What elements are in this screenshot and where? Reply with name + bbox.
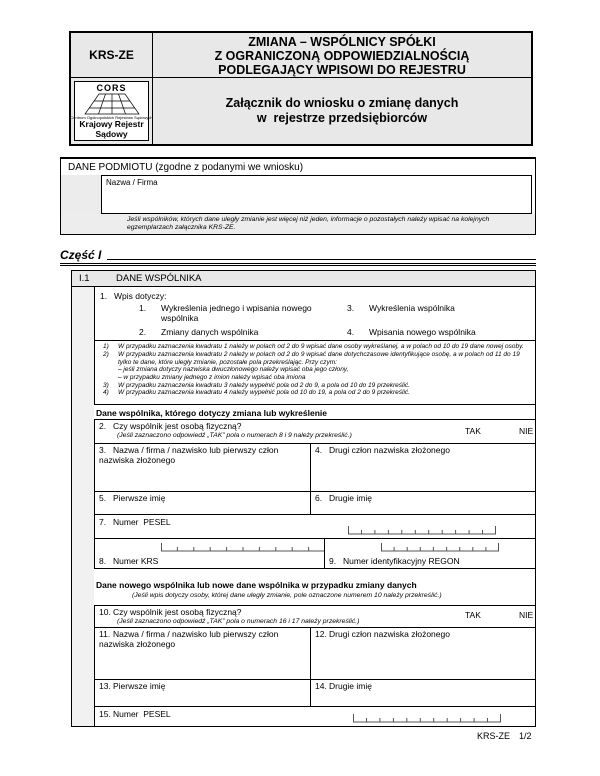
logo-cell xyxy=(71,78,152,144)
field2-note: (Jeśli zaznaczono odpowiedź „TAK” pola o numerach 8 i 9 należy przekreślić.) xyxy=(117,431,352,439)
field12-number: 12. xyxy=(315,629,327,640)
field1-label: Wpis dotyczy: xyxy=(114,291,167,302)
footer-form-code: KRS-ZE xyxy=(477,731,511,741)
field9-input[interactable] xyxy=(324,539,535,568)
footnote-4-text: W przypadku zaznaczenia kwadratu 4 należy wypełnić pola od 10 do 19, a pola od 2 do 9 przekreślić. xyxy=(118,389,410,397)
field8-number: 8. xyxy=(99,556,107,567)
field13-label: Pierwsze imię xyxy=(113,681,166,692)
section-i1-header xyxy=(72,271,535,287)
field4-label: Drugi człon nazwiska złożonego xyxy=(329,445,450,456)
entity-note: Jeśli wspólników, których dane uległy zmianie jest więcej niż jeden, informacje o pozostałych należy wpisać na kolejnych egzemplarzach załącznika KRS-ZE. xyxy=(61,214,535,234)
regon-comb-field xyxy=(381,542,499,552)
field8-input[interactable] xyxy=(95,539,324,568)
field4-number: 4. xyxy=(315,445,323,456)
cors-grid-icon xyxy=(83,93,141,115)
field6-input[interactable] xyxy=(310,492,535,514)
field8-9-row xyxy=(95,538,535,568)
footnote-2-sub1: – jeśli zmiana dotyczy nazwiska dwuczłonowego należy wpisać oba jego człony, xyxy=(118,366,349,374)
current-partner-header: Dane wspólnika, którego dotyczy zmiana lub wykreślenie xyxy=(96,408,327,419)
option-1-label: Wykreślenia jednego i wpisania nowego wspólnika xyxy=(161,303,312,323)
form-code: KRS-ZE xyxy=(71,33,152,78)
entity-section-title: DANE PODMIOTU (zgodne z podanymi we wniosku) xyxy=(68,162,304,173)
form-header-right xyxy=(153,33,531,144)
field2-yes-option[interactable]: TAK xyxy=(465,426,481,437)
form-title-line2: Z OGRANICZONĄ ODPOWIEDZIALNOŚCIĄ xyxy=(214,49,470,63)
field14-number: 14. xyxy=(315,681,327,692)
footnote-3-number: 3) xyxy=(103,381,109,389)
field5-number: 5. xyxy=(99,493,107,504)
option-3-number: 3. xyxy=(347,303,355,314)
form-header xyxy=(69,31,533,146)
footnote-2-text: W przypadku zaznaczenia kwadratu 2 należy w polach od 2 do 9 wpisać dane dotychczasowe identyfikujące osobę, a w polach od 11 do 19 tylko te dane, które uległy zmianie, pozostałe pola przekreślając. Przy czym: xyxy=(118,350,520,366)
field11-12-row xyxy=(95,627,535,679)
field15-label: Numer PESEL xyxy=(113,709,171,720)
section-i1 xyxy=(71,270,536,727)
field2-no-option[interactable]: NIE xyxy=(519,426,534,437)
footnote-3 xyxy=(103,382,529,390)
form-title-line3: PODLEGAJĄCY WPISOWI DO REJESTRU xyxy=(218,63,466,77)
field11-number: 11. xyxy=(99,629,111,640)
field8-label-row xyxy=(99,556,158,566)
cors-logo-text: CORS xyxy=(96,83,127,93)
field2-row xyxy=(95,420,535,443)
field14-input[interactable] xyxy=(310,680,535,706)
field14-label: Drugie imię xyxy=(329,681,372,692)
entity-name-field[interactable] xyxy=(101,175,532,214)
field5-6-row xyxy=(95,491,535,514)
part1-heading xyxy=(60,248,536,262)
option-4-number: 4. xyxy=(347,327,355,338)
new-partner-header-block xyxy=(94,569,535,605)
field9-number: 9. xyxy=(329,556,337,567)
field2-number: 2. xyxy=(99,421,107,432)
new-partner-note: (Jeśli wpis dotyczy osoby, której dane uległy zmianie, pole oznaczone numerem 10 należy przekreślić.) xyxy=(132,592,442,600)
field9-label: Numer identyfikacyjny REGON xyxy=(343,556,460,567)
option-4-label: Wpisania nowego wspólnika xyxy=(369,327,476,338)
field8-label: Numer KRS xyxy=(113,556,159,567)
field7-label: Numer PESEL xyxy=(113,517,171,528)
field6-number: 6. xyxy=(315,493,323,504)
option-2-label: Zmiany danych wspólnika xyxy=(161,327,259,338)
footnote-1-number: 1) xyxy=(103,343,109,351)
field13-14-row xyxy=(95,679,535,706)
new-partner-header: Dane nowego wspólnika lub nowe dane wspólnika w przypadku zmiany danych xyxy=(96,580,417,591)
field1-label-row xyxy=(95,287,535,301)
krs-comb-field xyxy=(161,542,325,552)
field15-number: 15. xyxy=(99,709,111,720)
field1-number: 1. xyxy=(100,291,108,302)
footer-page-number: 1/2 xyxy=(519,731,532,741)
field1-options xyxy=(95,304,535,338)
new-partner-box xyxy=(94,605,535,726)
form-title-line1: ZMIANA – WSPÓLNICY SPÓŁKI xyxy=(248,35,436,49)
form-sheet xyxy=(60,31,536,727)
footnote-4 xyxy=(103,389,529,397)
field12-label: Drugi człon nazwiska złożonego xyxy=(329,629,450,640)
footnote-1 xyxy=(103,343,529,351)
field13-input[interactable] xyxy=(95,680,310,706)
field10-yes-option[interactable]: TAK xyxy=(465,610,481,621)
field3-4-row xyxy=(95,443,535,491)
cors-subtext: Centrum Ogólnopolskich Rejestrów Sądowych xyxy=(70,115,153,120)
double-rule xyxy=(60,263,536,266)
field9-label-row xyxy=(329,556,460,566)
section-title: DANE WSPÓLNIKA xyxy=(116,273,202,285)
option-2-checkbox[interactable] xyxy=(139,328,347,338)
footnote-2-sub2: – w przypadku zmiany jednego z imion należy wpisać oba imiona xyxy=(118,374,306,381)
heading-rule xyxy=(107,259,536,260)
field11-input[interactable] xyxy=(95,628,310,679)
field15-input[interactable] xyxy=(95,706,535,726)
field11-label: Nazwa / firma / nazwisko lub pierwszy człon nazwiska złożonego xyxy=(99,629,281,649)
option-2-number: 2. xyxy=(139,327,147,338)
form-subtitle xyxy=(153,78,531,144)
form-subtitle-line2: w rejestrze przedsiębiorców xyxy=(256,111,428,125)
footnote-2 xyxy=(103,351,529,366)
field5-input[interactable] xyxy=(95,492,310,514)
field3-label: Nazwa / firma / nazwisko lub pierwszy człon nazwiska złożonego xyxy=(99,445,281,465)
entity-left-strip xyxy=(61,175,101,214)
entity-section xyxy=(60,157,536,235)
field10-row xyxy=(95,606,535,627)
option-1-number: 1. xyxy=(139,303,147,314)
krs-org-line2: Sądowy xyxy=(95,128,128,139)
left-margin-strip xyxy=(72,287,94,726)
form-header-left xyxy=(71,33,153,144)
form-subtitle-line1: Załącznik do wniosku o zmianę danych xyxy=(225,96,459,110)
option-3-checkbox[interactable] xyxy=(347,304,535,323)
field10-number: 10. xyxy=(99,607,111,618)
field7-number: 7. xyxy=(99,517,107,528)
option-1-checkbox[interactable] xyxy=(139,304,347,323)
field12-input[interactable] xyxy=(310,628,535,679)
pesel2-comb-field xyxy=(353,713,501,723)
field4-input[interactable] xyxy=(310,444,535,491)
field3-input[interactable] xyxy=(95,444,310,491)
field5-label: Pierwsze imię xyxy=(113,493,166,504)
footnotes-box xyxy=(94,341,535,405)
form-title xyxy=(153,33,531,78)
current-partner-box xyxy=(94,419,535,569)
footnote-4-number: 4) xyxy=(103,389,109,397)
field7-input[interactable] xyxy=(95,514,535,538)
field3-number: 3. xyxy=(99,445,107,456)
part1-heading-text: Część I xyxy=(60,248,102,263)
entity-name-label: Nazwa / Firma xyxy=(106,178,158,187)
footnote-2-number: 2) xyxy=(103,350,109,358)
field6-label: Drugie imię xyxy=(329,493,372,504)
footnote-3-text: W przypadku zaznaczenia kwadratu 3 należy wypełnić pola od 2 do 9, a pola od 10 do 19 przekreślić. xyxy=(118,381,410,389)
section-number: I.1 xyxy=(79,273,90,285)
krs-org-line1: Krajowy Rejestr xyxy=(79,119,144,129)
entity-name-row xyxy=(61,175,535,214)
field1-box xyxy=(94,287,535,341)
field2-question-text: Czy wspólnik jest osobą fizyczną? xyxy=(113,421,242,432)
field10-question-text: Czy wspólnik jest osobą fizyczną? xyxy=(113,607,242,618)
krs-logo xyxy=(70,81,153,141)
field10-no-option[interactable]: NIE xyxy=(519,610,534,621)
field10-note: (Jeśli zaznaczono odpowiedź „TAK” pola o numerach 16 i 17 należy przekreślić.) xyxy=(117,617,360,625)
option-3-label: Wykreślenia wspólnika xyxy=(369,303,455,314)
field13-number: 13. xyxy=(99,681,111,692)
footnote-1-text: W przypadku zaznaczenia kwadratu 1 należy w polach od 2 do 9 wpisać dane osoby wykreślanej, a w polach od 10 do 19 dane nowej osoby. xyxy=(118,343,524,351)
pesel-comb-field xyxy=(348,525,496,535)
option-4-checkbox[interactable] xyxy=(347,328,535,338)
